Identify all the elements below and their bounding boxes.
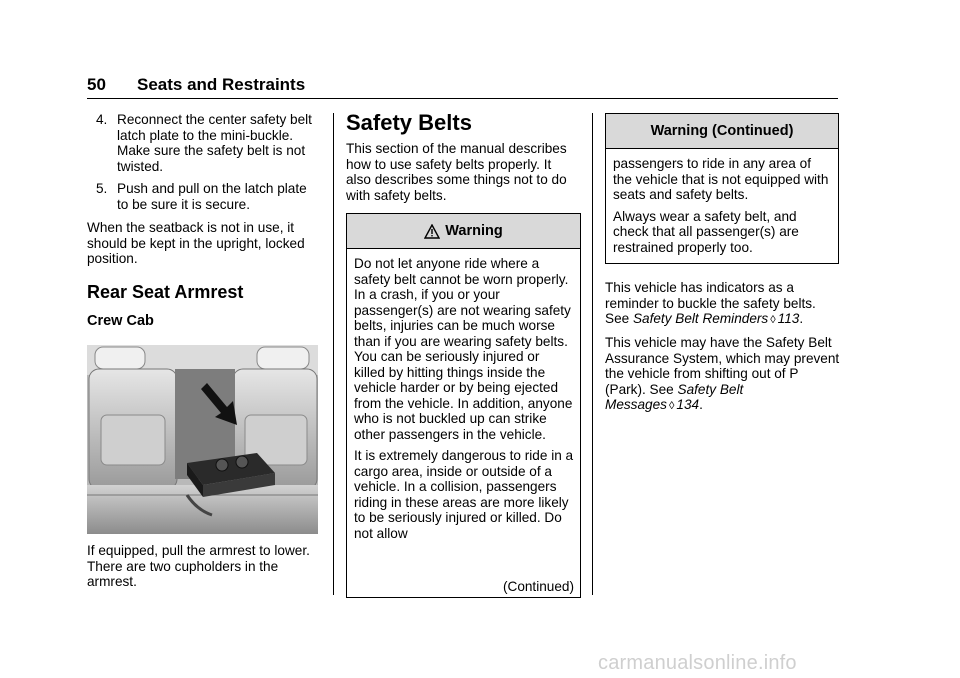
page-header-title: Seats and Restraints — [137, 75, 306, 94]
watermark: carmanualsonline.info — [598, 652, 797, 674]
page-number: 50 — [87, 75, 106, 94]
armrest-caption: If equipped, pull the armrest to lower. There are two cupholders in the armrest. — [87, 543, 310, 589]
rear-seat-armrest-image — [87, 345, 318, 534]
step-text: Push and pull on the latch plate to be sure it is secure. — [117, 181, 307, 212]
safety-belts-intro: This section of the manual describes how to use safety belts properly. It also describes some things not to do with safety belts. — [346, 141, 567, 203]
sentence-end: . — [699, 397, 703, 412]
step-5 — [87, 181, 317, 212]
reminders-paragraph — [605, 280, 841, 329]
page-ref-icon: ◊ — [668, 400, 675, 412]
warning-continued-header — [606, 114, 838, 149]
warning-body — [347, 249, 580, 541]
safety-belt-reminders-link[interactable]: Safety Belt Reminders — [632, 311, 769, 326]
armrest-heading: Rear Seat Armrest — [87, 282, 244, 302]
step-number: 4. — [96, 112, 108, 127]
warning-paragraph: Always wear a safety belt, and check that all passenger(s) are restrained properly too. — [613, 208, 799, 255]
warning-triangle-icon — [424, 224, 440, 239]
reminders-text: This vehicle has indicators as a reminder to buckle the safety belts. See — [605, 280, 816, 326]
header-rule — [87, 98, 838, 99]
page-ref-number[interactable]: 113 — [777, 311, 800, 326]
crew-cab-heading: Crew Cab — [87, 313, 154, 329]
sentence-end: . — [799, 311, 804, 326]
section-title: Safety Belts — [346, 110, 472, 135]
warning-header — [347, 214, 580, 249]
column-divider-right — [592, 113, 593, 595]
warning-title: Warning — [445, 223, 503, 239]
warning-box — [346, 213, 581, 598]
assurance-paragraph — [605, 335, 841, 415]
warning-continued-body — [606, 149, 838, 255]
step-text: Reconnect the center safety belt latch plate to the mini-buckle. Make sure the safety belt is not twisted. — [117, 112, 312, 174]
column-divider-left — [333, 113, 334, 595]
seatback-note: When the seatback is not in use, it should be kept in the upright, locked position. — [87, 220, 305, 266]
page-ref-icon: ◊ — [770, 314, 776, 326]
step-number: 5. — [96, 181, 108, 196]
warning-paragraph: Do not let anyone ride where a safety belt cannot be worn properly. In a crash, if you or your passenger(s) are not wearing safety belts, injuries can be much worse than if you are wearing safety belts. You can be seriously injured or killed by hitting things inside the vehicle harder or by being ejected from the vehicle. In addition, anyone who is not buckled up can strike other passengers in the vehicle. — [354, 256, 573, 442]
armrest-photo — [87, 345, 318, 534]
step-4 — [87, 112, 317, 174]
warning-continued-box — [605, 113, 839, 264]
warning-paragraph: passengers to ride in any area of the vehicle that is not equipped with seats and safety belts. — [613, 156, 829, 202]
assurance-text: This vehicle may have the Safety Belt Assurance System, which may prevent the vehicle from shifting out of P (Park). See — [605, 335, 840, 397]
page-ref-number[interactable]: 134 — [676, 397, 700, 412]
continued-label: (Continued) — [502, 578, 574, 594]
warning-paragraph: It is extremely dangerous to ride in a cargo area, inside or outside of a vehicle. In a collision, passengers riding in these areas are more likely to be seriously injured or killed. Do not allow — [354, 448, 574, 541]
warning-continued-title: Warning (Continued) — [650, 123, 794, 139]
safety-belt-messages-link[interactable]: Safety Belt Messages — [605, 381, 744, 412]
